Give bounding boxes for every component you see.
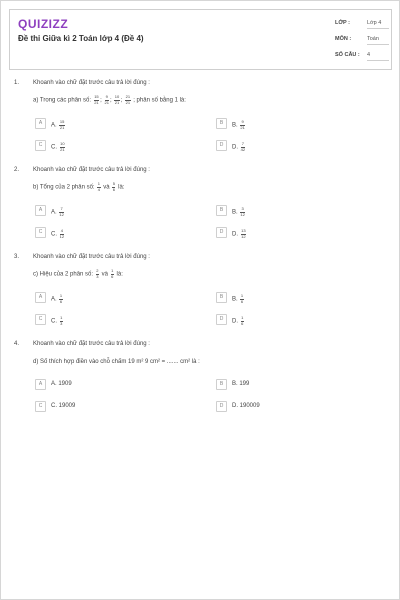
subprompt-tail: là: bbox=[116, 271, 123, 278]
option-text: D. $\frac{7}{42}$ bbox=[232, 141, 246, 152]
fraction-numerator: 15 bbox=[94, 94, 99, 99]
option-text: C. $\frac{1}{3}$ bbox=[51, 315, 63, 326]
option-letter-box[interactable]: D bbox=[216, 401, 227, 412]
option-text: C. 19009 bbox=[51, 403, 76, 409]
fraction-denominator: 21 bbox=[114, 99, 120, 105]
option-text: C. $\frac{4}{12}$ bbox=[51, 228, 65, 239]
fraction-numerator: 1 bbox=[97, 181, 101, 186]
fraction bbox=[112, 182, 115, 192]
option-letter-box[interactable]: B bbox=[216, 292, 227, 303]
fraction-numerator: 5 bbox=[112, 181, 115, 186]
fraction-numerator: 10 bbox=[114, 94, 120, 99]
question-number: 4. bbox=[14, 341, 20, 347]
option-letter-box[interactable]: D bbox=[216, 314, 227, 325]
option-letter-box[interactable]: D bbox=[216, 140, 227, 151]
fraction bbox=[97, 182, 100, 192]
option-letter-box[interactable]: C bbox=[35, 401, 46, 412]
fraction-denominator: 21 bbox=[94, 99, 99, 105]
option-text: C. $\frac{10}{21}$ bbox=[51, 141, 65, 152]
fraction-denominator: 21 bbox=[125, 99, 131, 105]
worksheet-header bbox=[9, 9, 392, 70]
option-letter-box[interactable]: A bbox=[35, 292, 46, 303]
fraction-denominator: 21 bbox=[104, 99, 109, 105]
option-letter-box[interactable]: C bbox=[35, 227, 46, 238]
option-text: D. $\frac{1}{6}$ bbox=[232, 315, 244, 326]
option-text: B. 199 bbox=[232, 381, 250, 387]
question-prompt: Khoanh vào chữ đặt trước câu trả lời đúng : bbox=[33, 167, 150, 173]
question-subprompt bbox=[33, 182, 124, 192]
document-title: Đề thi Giữa kì 2 Toán lớp 4 (Đề 4) bbox=[18, 34, 144, 43]
subprompt-lead: c) Hiệu của 2 phân số: bbox=[33, 271, 95, 278]
option-letter-box[interactable]: A bbox=[35, 118, 46, 129]
meta-count bbox=[335, 50, 391, 62]
meta-count-label: SỐ CÂU : bbox=[335, 52, 360, 58]
fraction bbox=[94, 95, 99, 105]
meta-class-value: Lớp 4 bbox=[367, 18, 389, 29]
subprompt-joiner: và bbox=[103, 184, 112, 191]
meta-class bbox=[335, 18, 391, 30]
fraction-numerator: 9 bbox=[105, 94, 108, 99]
option-letter-box[interactable]: B bbox=[216, 205, 227, 216]
option-text: A. $\frac{15}{21}$ bbox=[51, 119, 65, 130]
question-prompt: Khoanh vào chữ đặt trước câu trả lời đúng : bbox=[33, 254, 150, 260]
question-subprompt bbox=[33, 269, 123, 279]
option-text: B. $\frac{1}{6}$ bbox=[232, 293, 244, 304]
fraction bbox=[114, 95, 119, 105]
fraction-denominator: 3 bbox=[96, 273, 99, 279]
fraction-denominator: 6 bbox=[111, 273, 114, 279]
fraction-numerator: 21 bbox=[125, 94, 131, 99]
fraction-numerator: 2 bbox=[96, 268, 99, 273]
option-text: A. $\frac{1}{6}$ bbox=[51, 293, 63, 304]
question-prompt: Khoanh vào chữ đặt trước câu trả lời đúng : bbox=[33, 341, 150, 347]
meta-count-value: 4 bbox=[367, 50, 389, 61]
meta-subject bbox=[335, 34, 391, 46]
subprompt-joiner: và bbox=[101, 271, 110, 278]
meta-class-label: LỚP : bbox=[335, 20, 350, 26]
option-text: A. $\frac{7}{12}$ bbox=[51, 206, 64, 217]
question-number: 2. bbox=[14, 167, 20, 173]
option-text: A. 1909 bbox=[51, 381, 72, 387]
fraction-denominator: 6 bbox=[112, 186, 115, 192]
question-subprompt: a) Trong các phân số: $\frac{15}{21}$ ; $\frac{9}{21}$ ; $\frac{10}{21}$ ; $\frac{21}{21}$ ; phân số bằng 1 là: bbox=[33, 94, 186, 105]
option-letter-box[interactable]: B bbox=[216, 379, 227, 390]
fraction bbox=[111, 269, 114, 279]
fraction bbox=[96, 269, 99, 279]
fraction bbox=[125, 95, 130, 105]
subprompt-lead: b) Tổng của 2 phân số: bbox=[33, 184, 97, 191]
question-prompt: Khoanh vào chữ đặt trước câu trả lời đúng : bbox=[33, 80, 150, 86]
option-letter-box[interactable]: A bbox=[35, 205, 46, 216]
option-letter-box[interactable]: B bbox=[216, 118, 227, 129]
question-number: 1. bbox=[14, 80, 20, 86]
question-subprompt: d) Số thích hợp điền vào chỗ chấm 19 m² 9 cm² = ....... cm² là : bbox=[33, 359, 200, 365]
option-text: D. 190009 bbox=[232, 403, 260, 409]
fraction-denominator: 4 bbox=[97, 186, 101, 192]
meta-subject-label: MÔN : bbox=[335, 36, 352, 42]
option-letter-box[interactable]: C bbox=[35, 140, 46, 151]
option-text: D. $\frac{13}{12}$ bbox=[232, 228, 246, 239]
fraction-numerator: 1 bbox=[111, 268, 114, 273]
subprompt-tail: là: bbox=[118, 184, 125, 191]
option-text: B. $\frac{9}{21}$ bbox=[232, 119, 245, 130]
option-text: B. $\frac{3}{12}$ bbox=[232, 206, 245, 217]
fraction bbox=[105, 95, 109, 105]
subprompt-tail: ; phân số bằng 1 là: bbox=[133, 97, 186, 104]
option-letter-box[interactable]: A bbox=[35, 379, 46, 390]
meta-subject-value: Toán bbox=[367, 34, 389, 45]
subprompt-lead: a) Trong các phân số: bbox=[33, 97, 93, 104]
quizizz-logo[interactable]: QUIZIZZ bbox=[18, 17, 69, 31]
option-letter-box[interactable]: D bbox=[216, 227, 227, 238]
option-letter-box[interactable]: C bbox=[35, 314, 46, 325]
question-number: 3. bbox=[14, 254, 20, 260]
